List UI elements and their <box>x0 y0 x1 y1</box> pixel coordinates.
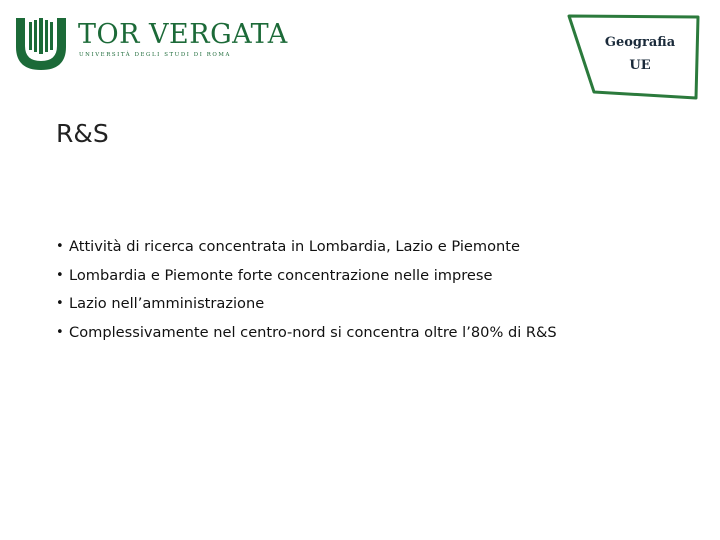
course-badge <box>564 12 706 102</box>
bullet-icon: • <box>56 296 64 312</box>
bullet-item <box>56 233 557 262</box>
badge-line-1: Geografia <box>604 35 676 50</box>
bullet-icon: • <box>56 325 64 341</box>
bullet-item <box>56 319 557 348</box>
bullet-text: Complessivamente nel centro-nord si concentra oltre l’80% di R&S <box>69 324 557 342</box>
bullet-icon: • <box>56 267 64 283</box>
university-logo <box>14 16 288 72</box>
logo-wordmark: TOR VERGATA <box>78 19 288 50</box>
university-emblem-icon <box>14 16 68 72</box>
bullet-icon: • <box>56 239 64 254</box>
bullet-text: Lazio nell’amministrazione <box>69 295 265 313</box>
bullet-text: Attività di ricerca concentrata in Lombardia, Lazio e Piemonte <box>69 238 520 255</box>
bullet-item <box>56 290 557 319</box>
bullet-text: Lombardia e Piemonte forte concentrazione nelle imprese <box>69 266 493 284</box>
bullet-item <box>56 262 557 291</box>
slide-title: R&S <box>56 119 109 148</box>
badge-line-2: UE <box>629 58 651 73</box>
bullet-list <box>56 233 557 348</box>
logo-subtitle: UNIVERSITÀ DEGLI STUDI DI ROMA <box>79 52 232 58</box>
